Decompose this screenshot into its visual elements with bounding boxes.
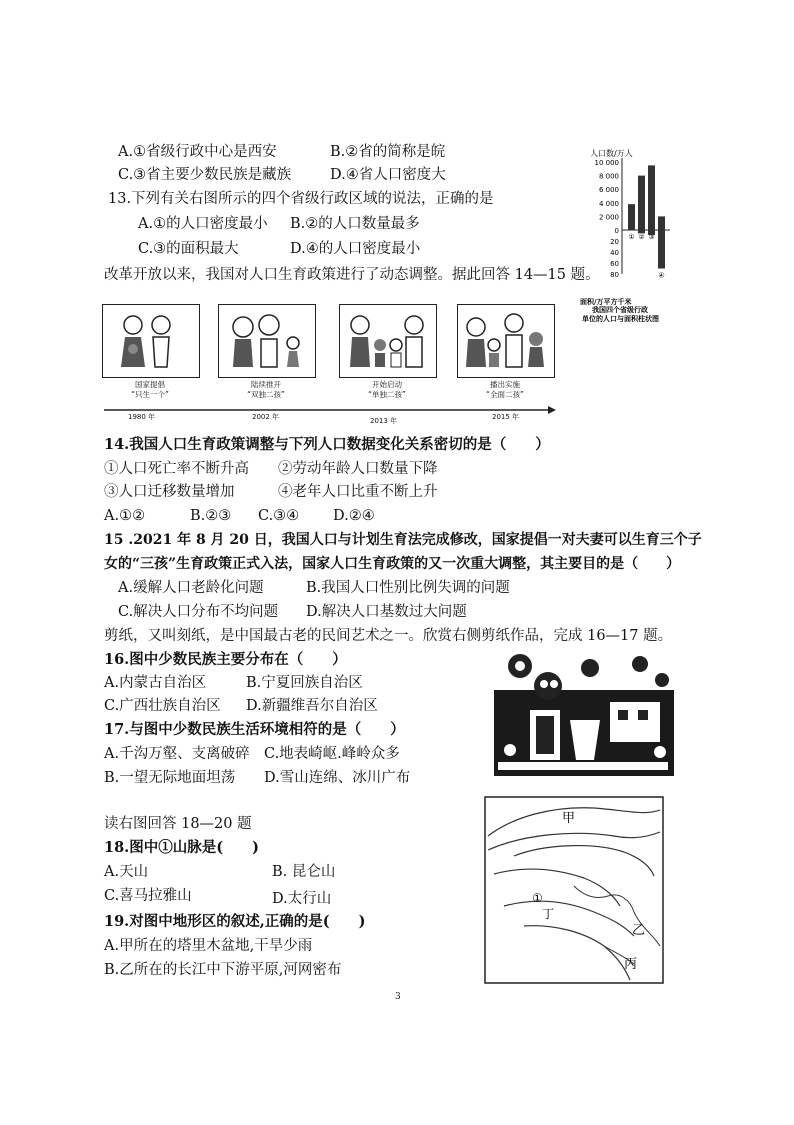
timeline-year-4: 2015 年 <box>492 413 520 421</box>
q14-option-d: D.②④ <box>333 508 375 524</box>
q18-option-a: A.天山 <box>104 864 149 880</box>
timeline-label-2: 陆续推开 “双独二孩” <box>247 380 285 399</box>
chart-tick-lower: 40 <box>610 249 619 257</box>
population-area-chart <box>578 142 688 322</box>
q14-option-a: A.①② <box>104 508 146 524</box>
map-label-bing: 丙 <box>624 957 638 972</box>
timeline-panel-2 <box>218 304 316 378</box>
q14-option-c: C.③④ <box>258 508 300 524</box>
chart-plot <box>595 158 671 280</box>
chart-tick-upper: 4 000 <box>598 199 619 208</box>
timeline-year-3: 2013 年 <box>370 417 398 425</box>
family-single-only-child-illustration <box>340 305 436 377</box>
map-label-1: ① <box>532 891 543 905</box>
timeline-year-1: 1980 年 <box>128 413 156 421</box>
chart-area-label: 面积/万平方千米 <box>580 298 632 306</box>
chart-tick-upper: 8 000 <box>598 172 619 181</box>
timeline-axis <box>100 404 560 416</box>
q15-option-b: B.我国人口性别比例失调的问题 <box>306 580 510 596</box>
chart-tick-lower: 20 <box>610 238 619 246</box>
q17-stem: 17.与图中少数民族生活环境相符的是（ ） <box>104 721 405 738</box>
q16-option-a: A.内蒙古自治区 <box>104 675 207 691</box>
chart-caption-2: 单位的人口与面积柱状图 <box>582 315 659 322</box>
chart-tick-upper: 0 <box>614 227 619 235</box>
q14-item-2: ②劳动年龄人口数量下降 <box>278 461 438 477</box>
q12-option-b: B.②省的简称是皖 <box>330 144 446 160</box>
timeline-label-4: 播出实施 “全面二孩” <box>486 380 524 399</box>
chart-tick-lower: 60 <box>610 260 619 268</box>
paper-cut-artwork <box>490 650 680 782</box>
q17-option-c: C.地表崎岖.峰岭众多 <box>264 746 400 762</box>
chart-category-label: ① <box>628 233 635 241</box>
q18-stem: 18.图中①山脉是( ) <box>104 839 259 856</box>
map-label-yi: 乙 <box>632 923 646 938</box>
q13-option-b: B.②的人口数量最多 <box>290 216 420 232</box>
q13-option-c: C.③的面积最大 <box>138 241 239 257</box>
timeline-label-1: 国家提倡 “只生一个” <box>131 380 169 399</box>
q14-item-1: ①人口死亡率不断升高 <box>104 461 249 477</box>
q17-option-d: D.雪山连绵、冰川广布 <box>264 770 411 786</box>
timeline-panel-3 <box>339 304 437 378</box>
chart-tick-lower: 80 <box>610 271 619 279</box>
chart-bar-population <box>648 165 655 230</box>
chart-caption-1: 我国四个省级行政 <box>592 306 648 314</box>
q15-option-c: C.解决人口分布不均问题 <box>118 604 279 620</box>
q18-option-c: C.喜马拉雅山 <box>104 888 192 904</box>
chart-category-label: ③ <box>648 233 655 241</box>
q17-option-a: A.千沟万壑、支离破碎 <box>104 746 250 762</box>
q19-option-a: A.甲所在的塔里木盆地,干旱少雨 <box>104 938 313 954</box>
q19-stem: 19.对图中地形区的叙述,正确的是( ) <box>104 913 366 930</box>
timeline-year-2: 2002 年 <box>252 413 280 421</box>
chart-category-label: ② <box>638 233 645 241</box>
q13-stem: 13.下列有关右图所示的四个省级行政区域的说法，正确的是 <box>108 191 494 207</box>
q19-option-b: B.乙所在的长江中下游平原,河网密布 <box>104 962 342 978</box>
page-number: 3 <box>395 992 401 1002</box>
q18-option-d: D.太行山 <box>272 891 332 907</box>
chart-tick-upper: 10 000 <box>594 159 619 167</box>
q13-option-d: D.④的人口密度最小 <box>290 241 421 257</box>
chart-title: 人口数/万人 <box>590 149 633 158</box>
q17-option-b: B.一望无际地面坦荡 <box>104 770 236 786</box>
q16-option-b: B.宁夏回族自治区 <box>246 675 363 691</box>
q15-option-a: A.缓解人口老龄化问题 <box>118 580 264 596</box>
q16-stem: 16.图中少数民族主要分布在（ ） <box>104 651 347 668</box>
map-label-jia: 甲 <box>562 811 576 826</box>
q15-option-d: D.解决人口基数过大问题 <box>306 604 467 620</box>
q14-stem: 14.我国人口生育政策调整与下列人口数据变化关系密切的是（ ） <box>104 436 550 453</box>
intro-16-17: 剪纸，又叫刻纸，是中国最古老的民间艺术之一。欣赏右侧剪纸作品，完成 16—17 题。 <box>104 628 673 644</box>
chart-bar-area <box>658 230 665 269</box>
map-label-ding: 丁 <box>542 907 555 921</box>
chart-bar-population <box>628 204 635 230</box>
q12-option-d: D.④省人口密度大 <box>330 167 446 183</box>
q15-line-2: 女的“三孩”生育政策正式入法，国家人口生育政策的又一次重大调整，其主要目的是（ ） <box>104 556 681 572</box>
q14-item-3: ③人口迁移数量增加 <box>104 484 235 500</box>
chart-tick-upper: 2 000 <box>598 213 619 222</box>
family-one-child-illustration <box>103 305 199 377</box>
chart-tick-upper: 6 000 <box>598 186 619 195</box>
family-two-only-child-illustration <box>219 305 315 377</box>
terrain-map <box>484 796 664 986</box>
family-two-children-illustration <box>458 305 554 377</box>
q12-option-a: A.①省级行政中心是西安 <box>118 144 277 160</box>
chart-bar-population <box>658 216 665 230</box>
intro-18-20: 读右图回答 18—20 题 <box>104 816 252 832</box>
intro-14-15: 改革开放以来，我国对人口生育政策进行了动态调整。据此回答 14—15 题。 <box>104 267 600 283</box>
q15-line-1: 15 .2021 年 8 月 20 日，我国人口与计划生育法完成修改，国家提倡一对夫妻可以生育三个子 <box>104 532 702 548</box>
q18-option-b: B. 昆仑山 <box>272 864 336 880</box>
chart-bar-population <box>638 176 645 230</box>
chart-category-label: ④ <box>658 271 665 280</box>
q14-option-b: B.②③ <box>190 508 232 524</box>
q12-option-c: C.③省主要少数民族是藏族 <box>118 167 292 183</box>
timeline-panel-4 <box>457 304 555 378</box>
q13-option-a: A.①的人口密度最小 <box>138 216 268 232</box>
q16-option-d: D.新疆维吾尔自治区 <box>246 698 378 714</box>
q16-option-c: C.广西壮族自治区 <box>104 698 221 714</box>
q14-item-4: ④老年人口比重不断上升 <box>278 484 438 500</box>
timeline-panel-1 <box>102 304 200 378</box>
timeline-label-3: 开始启动 “单独二孩” <box>368 380 406 399</box>
